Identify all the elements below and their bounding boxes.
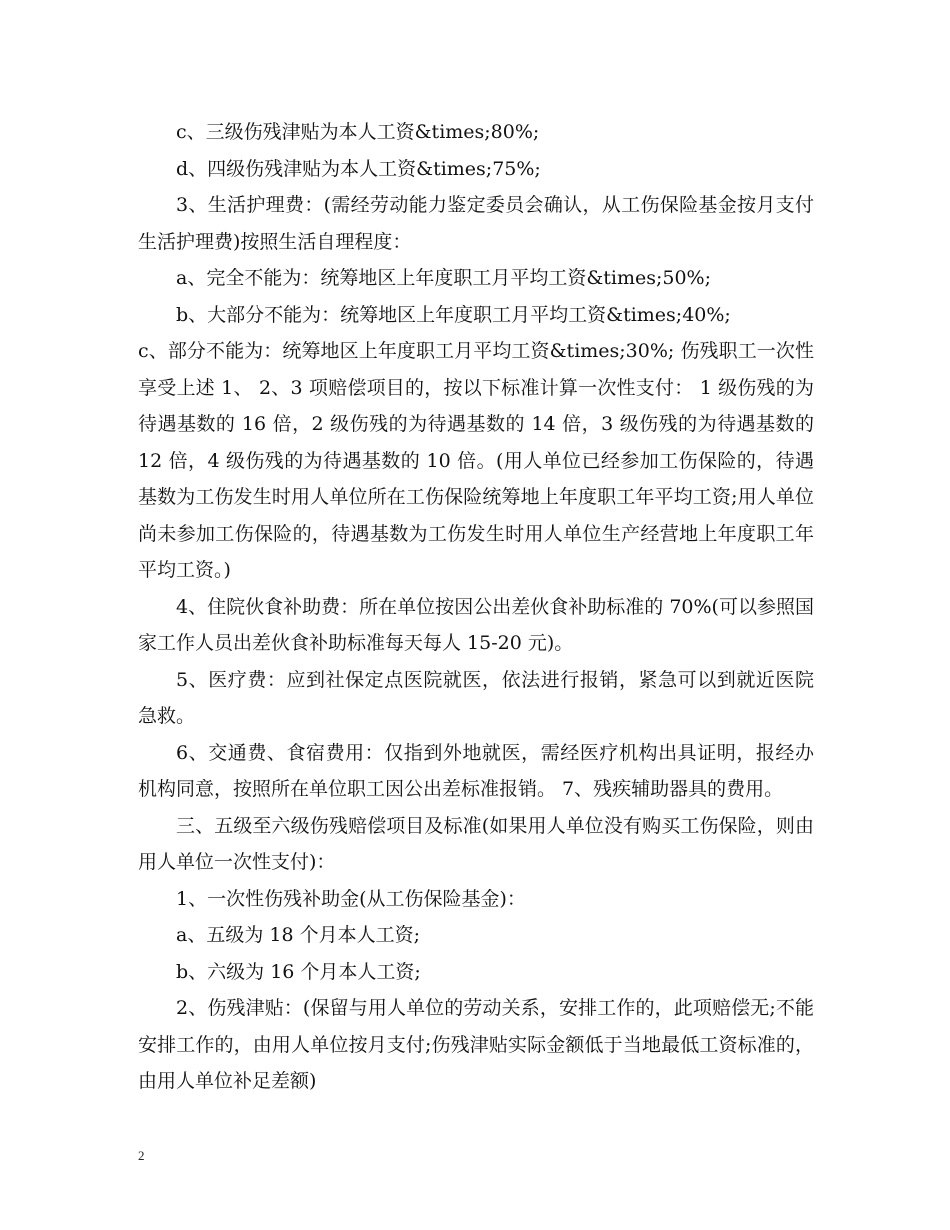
- paragraph-nursing-complete: a、完全不能为：统筹地区上年度职工月平均工资&times;50%;: [176, 267, 711, 289]
- paragraph-nursing-fee: 3、生活护理费：(需经劳动能力鉴定委员会确认，从工伤保险基金按月支付生活护理费)按照生活自理程度：: [138, 194, 814, 253]
- paragraph-meal-subsidy: 4、住院伙食补助费：所在单位按因公出差伙食补助标准的 70%(可以参照国家工作人员出差伙食补助标准每天每人 15-20 元)。: [138, 595, 814, 654]
- paragraph-medical-fee: 5、医疗费：应到社保定点医院就医，依法进行报销，紧急可以到就近医院急救。: [138, 668, 814, 727]
- paragraph-level4-allowance: d、四级伤残津贴为本人工资&times;75%;: [176, 157, 541, 180]
- paragraph-transport-fee: 6、交通费、食宿费用：仅指到外地就医，需经医疗机构出具证明，报经办机构同意，按照所在单位职工因公出差标准报销。 7、残疾辅助器具的费用。: [138, 741, 814, 800]
- paragraph-level5-grant: a、五级为 18 个月本人工资;: [176, 924, 420, 946]
- section-heading-level5-6: 三、五级至六级伤残赔偿项目及标准(如果用人单位没有购买工伤保险，则由用人单位一次性支付)：: [138, 814, 814, 873]
- paragraph-disability-grant: 1、一次性伤残补助金(从工伤保险基金)：: [176, 887, 526, 910]
- paragraph-level3-allowance: c、三级伤残津贴为本人工资&times;80%;: [176, 121, 540, 143]
- paragraph-nursing-most: b、大部分不能为：统筹地区上年度职工月平均工资&times;40%;: [176, 303, 731, 326]
- paragraph-nursing-partial-lump-sum: c、部分不能为：统筹地区上年度职工月平均工资&times;30%; 伤残职工一次性享受上述 1、 2、3 项赔偿项目的，按以下标准计算一次性支付： 1 级伤残的为待遇基数的 16 倍，2 级伤残的为待遇基数的 14 倍，3 级伤残的为待遇基数的 12 倍，4 级伤残的为待遇基数的 10 倍。(用人单位已经参加工伤保险的，待遇基数为工伤发生时用人单位所在工伤保险统筹地上年度职工年平均工资;用人单位尚未参加工伤保险的，待遇基数为工伤发生时用人单位生产经营地上年度职工年平均工资。): [138, 340, 814, 581]
- paragraph-disability-allowance: 2、伤残津贴：(保留与用人单位的劳动关系，安排工作的，此项赔偿无;不能安排工作的，由用人单位按月支付;伤残津贴实际金额低于当地最低工资标准的，由用人单位补足差额): [138, 997, 814, 1092]
- page-number: 2: [138, 1148, 145, 1163]
- document-body: [138, 114, 814, 1100]
- paragraph-level6-grant: b、六级为 16 个月本人工资;: [176, 960, 421, 983]
